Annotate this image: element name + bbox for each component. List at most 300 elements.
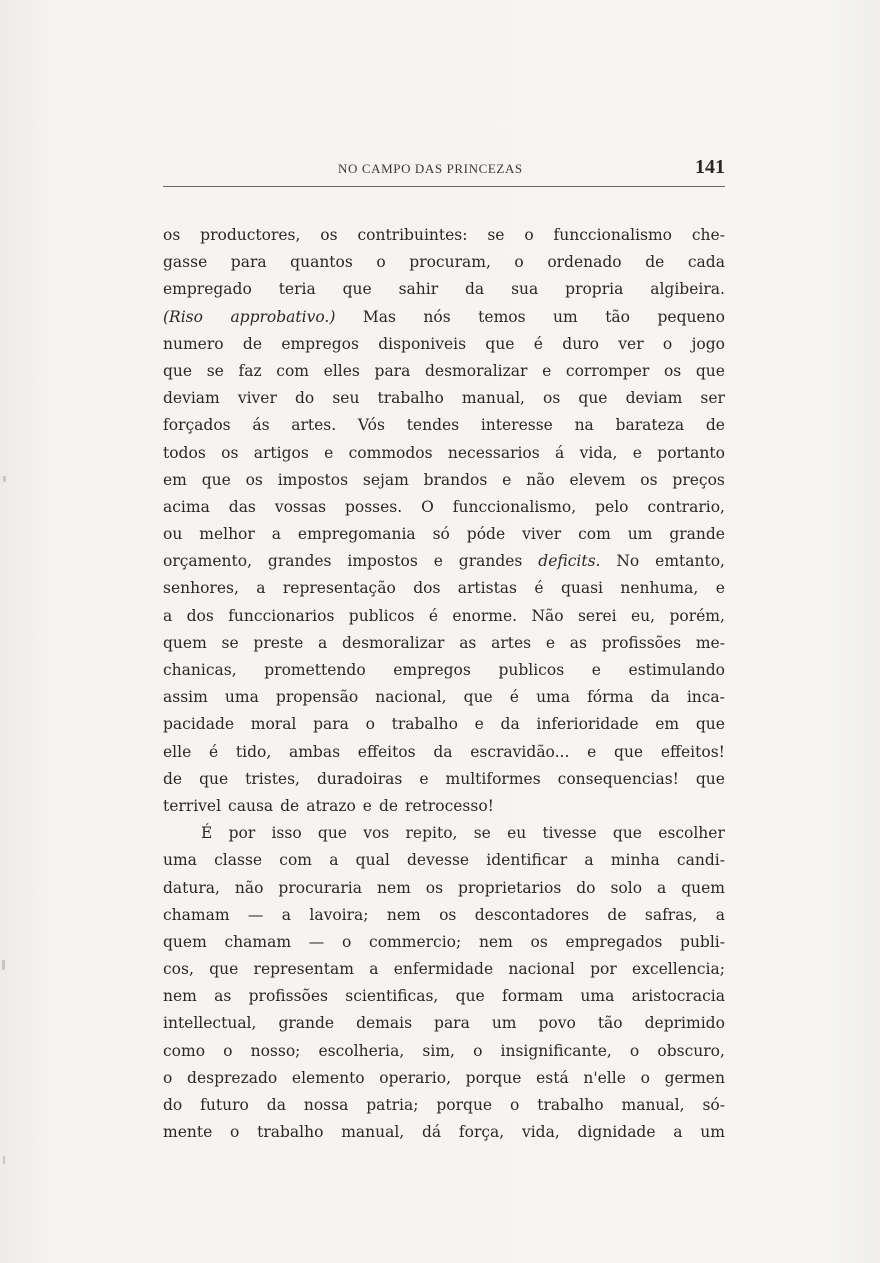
word: todos [163, 443, 206, 462]
word: como [163, 1041, 206, 1060]
text-line [163, 630, 725, 657]
word: jogo [691, 334, 725, 353]
word: manual, [341, 1123, 405, 1142]
word: propria [565, 280, 624, 299]
word: identificar [486, 851, 568, 870]
word: só [432, 525, 450, 544]
word: de [607, 905, 627, 924]
word: os [439, 905, 457, 924]
word: impostos [347, 552, 418, 571]
word: a [584, 851, 594, 870]
text-line [163, 603, 725, 630]
word: O [421, 497, 434, 516]
word: viver [237, 389, 277, 408]
word: terrivel [163, 796, 222, 815]
word: sejam [362, 470, 409, 489]
word: inca- [686, 688, 725, 707]
word: se [487, 226, 505, 244]
text-line [163, 929, 725, 956]
word: o [524, 226, 534, 244]
word: deviam [625, 389, 683, 408]
word: do [294, 389, 315, 408]
word: proprietarios [458, 878, 562, 897]
word: da [500, 715, 520, 734]
word: — [308, 932, 325, 951]
word: tido, [235, 742, 272, 761]
word: deprimido [644, 1014, 725, 1033]
text-line [163, 875, 725, 902]
text-line [163, 983, 725, 1010]
word: representação [282, 579, 396, 598]
word: qual [355, 851, 390, 870]
word: safras, [644, 905, 698, 924]
word: quantos [290, 253, 353, 272]
scan-mark [3, 476, 6, 482]
word: nós [423, 307, 451, 326]
word: fórma [587, 688, 634, 707]
word: um [627, 525, 653, 544]
word: barateza [615, 416, 685, 435]
word: quem [681, 878, 725, 897]
word: que [199, 769, 229, 788]
word: artes [491, 633, 532, 652]
word: e [715, 579, 725, 598]
word: do [576, 878, 596, 897]
word: preste [253, 633, 304, 652]
word: escolheria, [318, 1041, 405, 1060]
text-line [163, 1119, 725, 1146]
word: pelo [595, 497, 629, 516]
word: a [318, 633, 328, 652]
word: me- [695, 633, 725, 652]
word: (Riso [163, 307, 203, 326]
word: grande [669, 525, 725, 544]
word: se [206, 361, 224, 380]
word: empregomania [297, 525, 416, 544]
word: em [163, 470, 187, 489]
word: algibeira. [650, 280, 725, 299]
word: trabalho [391, 715, 458, 734]
word: seu [332, 389, 360, 408]
word: preços [672, 470, 725, 489]
word: que [695, 715, 725, 734]
word: ou [163, 525, 183, 544]
word: orçamento, [163, 552, 253, 571]
page-number: 141 [695, 156, 725, 178]
word: é [509, 688, 519, 707]
word: que [614, 742, 644, 761]
word: para [230, 253, 267, 272]
word: elemento [291, 1068, 365, 1087]
word: funccionarios [228, 606, 335, 625]
text-line [163, 276, 725, 303]
word: No [616, 552, 640, 571]
word: as [214, 987, 232, 1006]
word: uma [580, 987, 615, 1006]
word: n'elle [583, 1068, 626, 1087]
word: Não [531, 606, 564, 625]
word: pacidade [163, 715, 235, 734]
word: que [163, 361, 193, 380]
word: que [201, 470, 231, 489]
word: os [163, 226, 181, 244]
word: melhor [199, 525, 255, 544]
word: porque [436, 1096, 493, 1114]
word: Vós [357, 416, 385, 435]
text-line [163, 575, 725, 602]
word: dos [186, 606, 214, 625]
text-line [163, 440, 725, 467]
word: povo [538, 1014, 576, 1033]
word: patria; [366, 1096, 419, 1114]
word: duradoiras [316, 769, 403, 788]
text-line [163, 249, 725, 276]
word: o [640, 1068, 650, 1087]
text-line [163, 222, 725, 249]
word: profissões [248, 987, 328, 1006]
word: duro [562, 334, 599, 353]
word: os [530, 932, 548, 951]
word: artistas [457, 579, 517, 598]
word: desprezado [187, 1068, 278, 1087]
text-line [163, 1092, 725, 1119]
word: vossas [274, 497, 327, 516]
word: os [663, 361, 682, 380]
word: procuraria [278, 878, 363, 897]
word: formam [502, 987, 564, 1006]
word: repito, [405, 824, 458, 843]
word: de [705, 416, 725, 435]
word: ser [700, 389, 725, 408]
word: é [208, 742, 219, 761]
scan-mark [3, 1156, 5, 1164]
word: trabalho [537, 1096, 604, 1114]
word: temos [478, 307, 526, 326]
word: que [463, 688, 493, 707]
word: tivesse [542, 824, 597, 843]
word: datura, [163, 878, 220, 897]
text-line [163, 1065, 725, 1092]
word: e [542, 361, 552, 380]
word: isso [271, 824, 302, 843]
word: tão [605, 307, 630, 326]
word: a [281, 905, 292, 924]
word: intellectual, [163, 1014, 257, 1033]
word: manual, [461, 389, 525, 408]
page-header [163, 156, 725, 186]
text-line [163, 1038, 725, 1065]
word: da [433, 742, 453, 761]
word: cada [687, 253, 725, 272]
word: solo [610, 878, 643, 897]
word: manual, [621, 1096, 685, 1114]
word: com [276, 361, 310, 380]
word: brandos [423, 470, 488, 489]
word: scientificas, [345, 987, 439, 1006]
word: portanto [657, 443, 725, 462]
word: e [591, 661, 601, 679]
word: que [455, 987, 485, 1006]
running-title: NO CAMPO DAS PRINCEZAS [338, 161, 523, 176]
word: sua [511, 280, 539, 299]
word: inferioridade [536, 715, 639, 734]
word: que [612, 824, 642, 843]
word: teria [278, 280, 316, 299]
word: ás [252, 416, 270, 435]
word: do [163, 1096, 183, 1114]
word: á [555, 443, 565, 462]
word: profissões [601, 633, 682, 652]
word: um [491, 1014, 517, 1033]
word: quasi [560, 579, 603, 598]
word: vida, [521, 1123, 560, 1142]
word: nem [376, 878, 411, 897]
word: de [280, 796, 300, 815]
text-line [163, 358, 725, 385]
word: da [266, 1096, 286, 1114]
word: que [695, 361, 725, 380]
word: da [650, 688, 670, 707]
word: approbativo.) [230, 307, 336, 326]
word: promettendo [264, 661, 366, 679]
word: ver [618, 334, 644, 353]
text-line [163, 657, 725, 684]
word: che- [691, 226, 725, 244]
word: para [374, 361, 411, 380]
word: forçados [163, 416, 231, 435]
word: acima [163, 497, 210, 516]
word: a [656, 878, 667, 897]
word: para [434, 1014, 470, 1033]
text-line [163, 766, 725, 793]
word: póde [466, 525, 506, 544]
text-line [163, 820, 725, 847]
word: chamam [163, 905, 230, 924]
word: mente [163, 1123, 213, 1142]
word: a [673, 1123, 683, 1142]
word: atrazo [306, 796, 356, 815]
word: assim [163, 688, 208, 707]
word: empregados [565, 932, 663, 951]
word: escravidão... [470, 742, 570, 761]
word: candi- [676, 851, 725, 870]
word: a [256, 579, 266, 598]
word: uma [224, 688, 259, 707]
text-line [163, 521, 725, 548]
word: e [587, 742, 597, 761]
text-line [163, 467, 725, 494]
word: quem [163, 932, 207, 951]
word: publi- [680, 932, 725, 951]
word: minha [610, 851, 660, 870]
text-line [163, 847, 725, 874]
word: que [695, 769, 725, 788]
word: deviam [163, 389, 220, 408]
word: das [228, 497, 256, 516]
word: e [502, 470, 512, 489]
word: a [369, 960, 379, 979]
word: elevem [569, 470, 626, 489]
word: as [569, 633, 587, 652]
word: os [221, 443, 239, 462]
word: lavoira; [309, 905, 369, 924]
word: os [245, 470, 263, 489]
word: effeitos [357, 742, 416, 761]
word: da [465, 280, 485, 299]
text-line [163, 548, 725, 575]
word: na [574, 416, 594, 435]
word: impostos [277, 470, 349, 489]
word: pequeno [657, 307, 725, 326]
scan-mark [2, 960, 5, 970]
word: interesse [480, 416, 553, 435]
word: por [590, 960, 617, 979]
word: nacional, [375, 688, 447, 707]
word: os [543, 389, 561, 408]
word: está [536, 1068, 569, 1087]
text-line [163, 1010, 725, 1037]
word: e [324, 443, 334, 462]
word: por [228, 824, 256, 843]
word: nem [478, 932, 513, 951]
word: excellencia; [632, 960, 725, 979]
word: e [419, 769, 429, 788]
word: elles [323, 361, 360, 380]
word: escolher [658, 824, 725, 843]
word: o [365, 715, 375, 734]
word: eu, [631, 606, 656, 625]
word: é [428, 606, 439, 625]
word: as [459, 633, 477, 652]
word: Mas [362, 307, 396, 326]
word: os [425, 878, 444, 897]
word: não [526, 470, 555, 489]
word: dignidade [577, 1123, 656, 1142]
word: desmoralizar [424, 361, 528, 380]
word: enfermidade [393, 960, 494, 979]
word: porém, [669, 606, 725, 625]
word: publicos [498, 661, 565, 679]
word: que [485, 334, 515, 353]
word: productores, [200, 226, 301, 244]
word: posses. [344, 497, 403, 516]
word: o [163, 1068, 173, 1087]
text-line [163, 902, 725, 929]
word: é [534, 579, 544, 598]
word: se [221, 633, 239, 652]
word: com [578, 525, 611, 544]
word: de [645, 253, 665, 272]
word: tendes [406, 416, 460, 435]
word: com [279, 851, 313, 870]
word: chamam [224, 932, 292, 951]
word: sim, [422, 1041, 455, 1060]
word: grandes [458, 552, 523, 571]
word: o [223, 1041, 233, 1060]
word: uma [536, 688, 570, 707]
word: nem [163, 987, 197, 1006]
word: retrocesso! [405, 796, 494, 815]
word: dá [421, 1123, 442, 1142]
word: viver [522, 525, 562, 544]
word: quem [163, 633, 207, 652]
word: a [329, 851, 339, 870]
word: propensão [275, 688, 359, 707]
word: a [715, 905, 725, 924]
word: e [632, 443, 642, 462]
word: que [209, 960, 239, 979]
word: effeitos! [660, 742, 725, 761]
word: commodos [348, 443, 433, 462]
word: representam [253, 960, 354, 979]
word: grande [278, 1014, 335, 1033]
word: consequencias! [557, 769, 679, 788]
text-line [163, 739, 725, 766]
word: commercio; [369, 932, 462, 951]
word: tristes, [245, 769, 300, 788]
word: corromper [565, 361, 650, 380]
word: porque [465, 1068, 522, 1087]
word: numero [163, 334, 224, 353]
word: e [545, 633, 556, 652]
word: de [242, 334, 262, 353]
text-line [163, 385, 725, 412]
word: trabalho [257, 1123, 324, 1142]
word: tão [597, 1014, 623, 1033]
word: para [313, 715, 349, 734]
word: senhores, [163, 579, 239, 598]
text-line [163, 304, 725, 331]
word: o [230, 1123, 240, 1142]
word: vida, [579, 443, 618, 462]
word: funccionalismo, [452, 497, 577, 516]
text-line [163, 494, 725, 521]
word: dos [413, 579, 441, 598]
word: eu [507, 824, 527, 843]
word: demais [356, 1014, 413, 1033]
word: e [362, 796, 372, 815]
word: faz [238, 361, 262, 380]
word: um [700, 1123, 725, 1142]
word: de [163, 769, 183, 788]
word: o [510, 1096, 520, 1114]
word: elle [163, 742, 192, 761]
word: empregado [163, 280, 252, 299]
text-line [163, 956, 725, 983]
word: que [578, 389, 608, 408]
word: chanicas, [163, 661, 237, 679]
word: É [201, 824, 213, 843]
word: um [553, 307, 578, 326]
word: procuram, [409, 253, 491, 272]
word: artes. [291, 416, 337, 435]
word: se [473, 824, 491, 843]
word: obscuro, [657, 1041, 725, 1060]
word: descontadores [474, 905, 590, 924]
word: serei [577, 606, 617, 625]
word: trabalho [377, 389, 444, 408]
word: — [247, 905, 264, 924]
word: artigos [253, 443, 309, 462]
word: vos [363, 824, 390, 843]
word: contrario, [647, 497, 725, 516]
word: sahir [398, 280, 439, 299]
word: contribuintes: [357, 226, 468, 244]
word: ordenado [547, 253, 622, 272]
word: emtanto, [655, 552, 725, 571]
word: empregos [393, 661, 471, 679]
word: aristocracia [631, 987, 725, 1006]
